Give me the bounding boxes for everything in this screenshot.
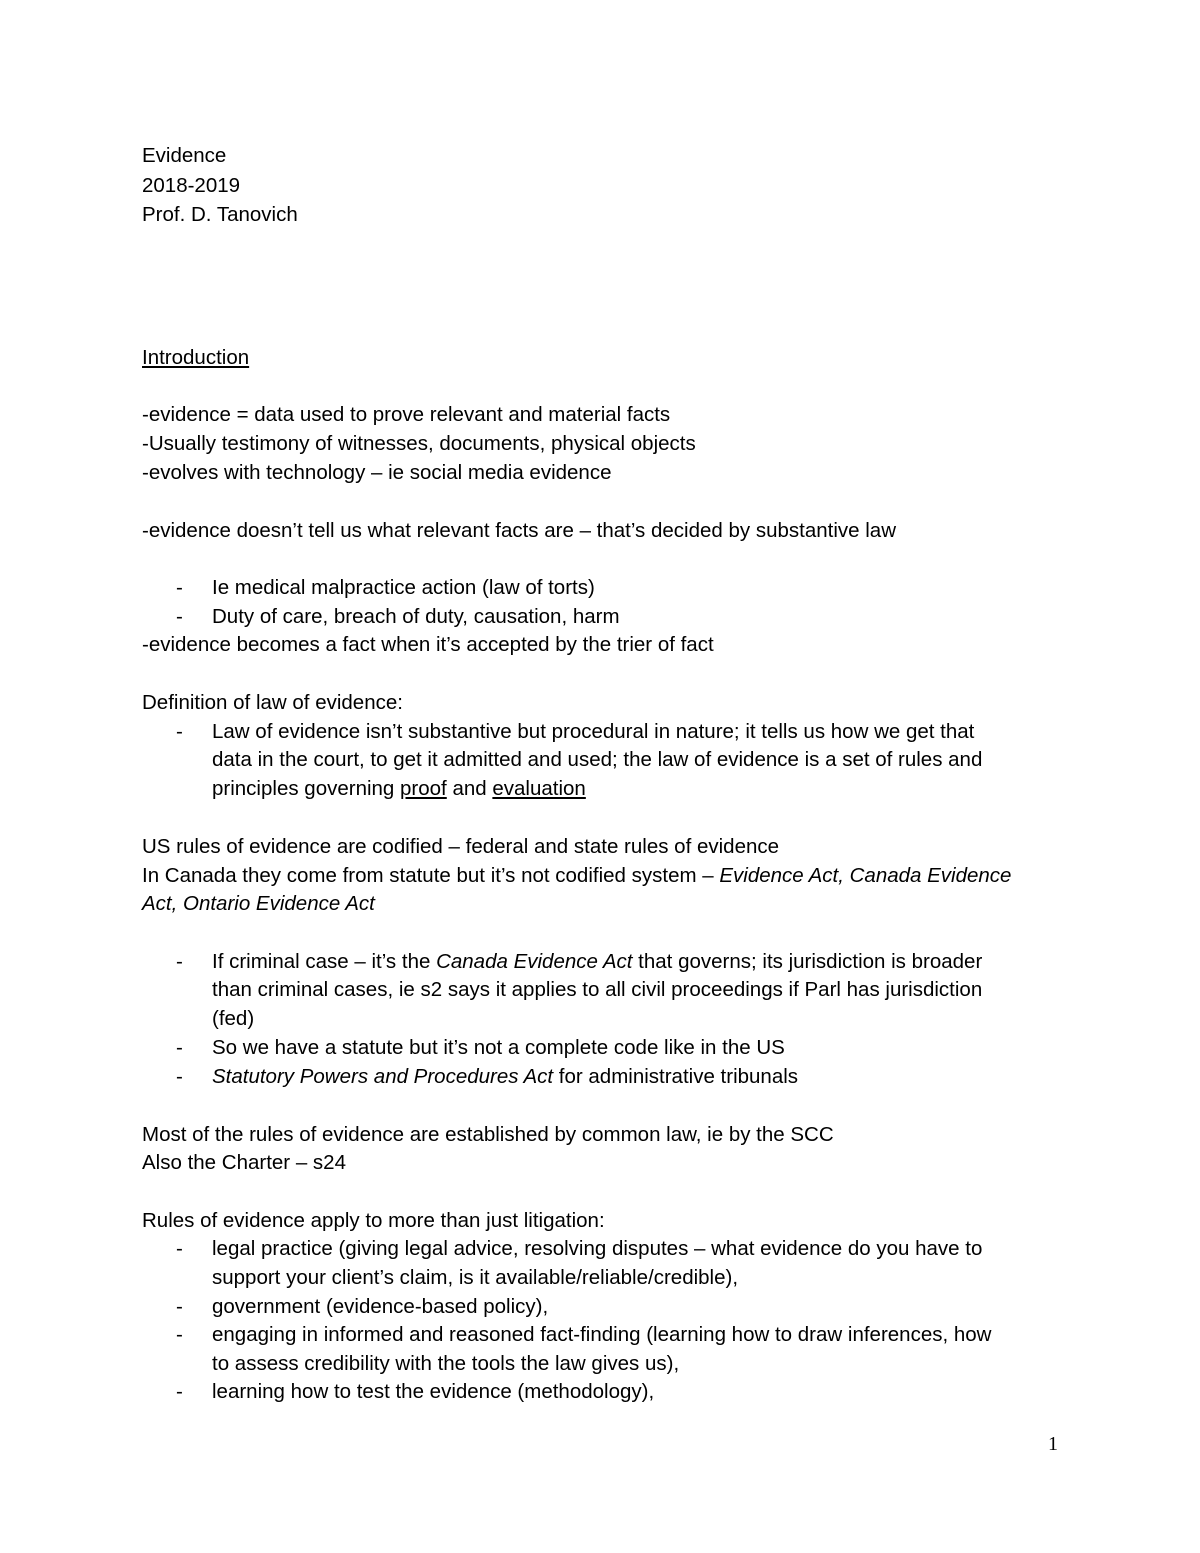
canada-text: In Canada they come from statute but it’s not codified system – bbox=[142, 864, 720, 887]
us-rules-line: US rules of evidence are codified – federal and state rules of evidence bbox=[142, 835, 780, 858]
tribunals-text: for administrative tribunals bbox=[553, 1065, 799, 1088]
definition-text bbox=[212, 774, 586, 803]
canada-line bbox=[142, 861, 1011, 890]
bullet-dash: - bbox=[176, 1237, 183, 1260]
rules-bullet: learning how to test the evidence (methodology), bbox=[212, 1380, 655, 1403]
criminal-case-text: that governs; its jurisdiction is broader bbox=[632, 950, 983, 973]
bullet-dash: - bbox=[176, 1036, 183, 1059]
page-number: 1 bbox=[1048, 1433, 1058, 1455]
bullet-dash: - bbox=[176, 950, 183, 973]
statute-name: Canada Evidence Act bbox=[436, 950, 633, 973]
bullet-dash: - bbox=[176, 1323, 183, 1346]
rules-heading: Rules of evidence apply to more than just litigation: bbox=[142, 1209, 605, 1232]
bullet-dash: - bbox=[176, 605, 183, 628]
definition-text: data in the court, to get it admitted and used; the law of evidence is a set of rules and bbox=[212, 748, 983, 771]
proof-term: proof bbox=[400, 777, 447, 800]
bullet-dash: - bbox=[176, 576, 183, 599]
bullet-dash: - bbox=[176, 720, 183, 743]
tribunals-bullet bbox=[212, 1062, 798, 1091]
canada-line bbox=[142, 889, 375, 918]
criminal-case-text: than criminal cases, ie s2 says it applies to all civil proceedings if Parl has jurisdiction bbox=[212, 978, 983, 1001]
statute-name: Statutory Powers and Procedures Act bbox=[212, 1065, 554, 1088]
evaluation-term: evaluation bbox=[492, 777, 586, 800]
professor-name: Prof. D. Tanovich bbox=[142, 203, 298, 226]
course-title: Evidence bbox=[142, 144, 227, 167]
statute-bullet: So we have a statute but it’s not a complete code like in the US bbox=[212, 1036, 785, 1059]
and-text: and bbox=[446, 777, 493, 800]
criminal-case-bullet bbox=[212, 947, 982, 976]
trier-of-fact-line: -evidence becomes a fact when it’s accepted by the trier of fact bbox=[142, 633, 714, 656]
torts-bullet: Duty of care, breach of duty, causation, harm bbox=[212, 605, 620, 628]
substantive-law-line: -evidence doesn’t tell us what relevant facts are – that’s decided by substantive law bbox=[142, 519, 896, 542]
criminal-case-text: If criminal case – it’s the bbox=[212, 950, 437, 973]
definition-text-pre: principles governing bbox=[212, 777, 401, 800]
charter-line: Also the Charter – s24 bbox=[142, 1151, 346, 1174]
bullet-dash: - bbox=[176, 1380, 183, 1403]
statute-names: Evidence Act, Canada Evidence bbox=[719, 864, 1012, 887]
torts-bullet: Ie medical malpractice action (law of torts) bbox=[212, 576, 595, 599]
definition-text: Law of evidence isn’t substantive but procedural in nature; it tells us how we get that bbox=[212, 720, 975, 743]
rules-bullet: government (evidence-based policy), bbox=[212, 1295, 549, 1318]
section-heading: Introduction bbox=[142, 346, 250, 369]
intro-line: -Usually testimony of witnesses, documents, physical objects bbox=[142, 432, 696, 455]
rules-bullet: support your client’s claim, is it available/reliable/credible), bbox=[212, 1266, 739, 1289]
rules-bullet: legal practice (giving legal advice, resolving disputes – what evidence do you have to bbox=[212, 1237, 983, 1260]
intro-line: -evidence = data used to prove relevant and material facts bbox=[142, 403, 671, 426]
course-year: 2018-2019 bbox=[142, 174, 241, 197]
criminal-case-text: (fed) bbox=[212, 1007, 255, 1030]
statute-names: Act, Ontario Evidence Act bbox=[142, 892, 375, 915]
intro-line: -evolves with technology – ie social media evidence bbox=[142, 461, 612, 484]
bullet-dash: - bbox=[176, 1295, 183, 1318]
common-law-line: Most of the rules of evidence are established by common law, ie by the SCC bbox=[142, 1123, 834, 1146]
rules-bullet: engaging in informed and reasoned fact-finding (learning how to draw inferences, how bbox=[212, 1323, 992, 1346]
rules-bullet: to assess credibility with the tools the law gives us), bbox=[212, 1352, 680, 1375]
bullet-dash: - bbox=[176, 1065, 183, 1088]
definition-heading: Definition of law of evidence: bbox=[142, 691, 403, 714]
